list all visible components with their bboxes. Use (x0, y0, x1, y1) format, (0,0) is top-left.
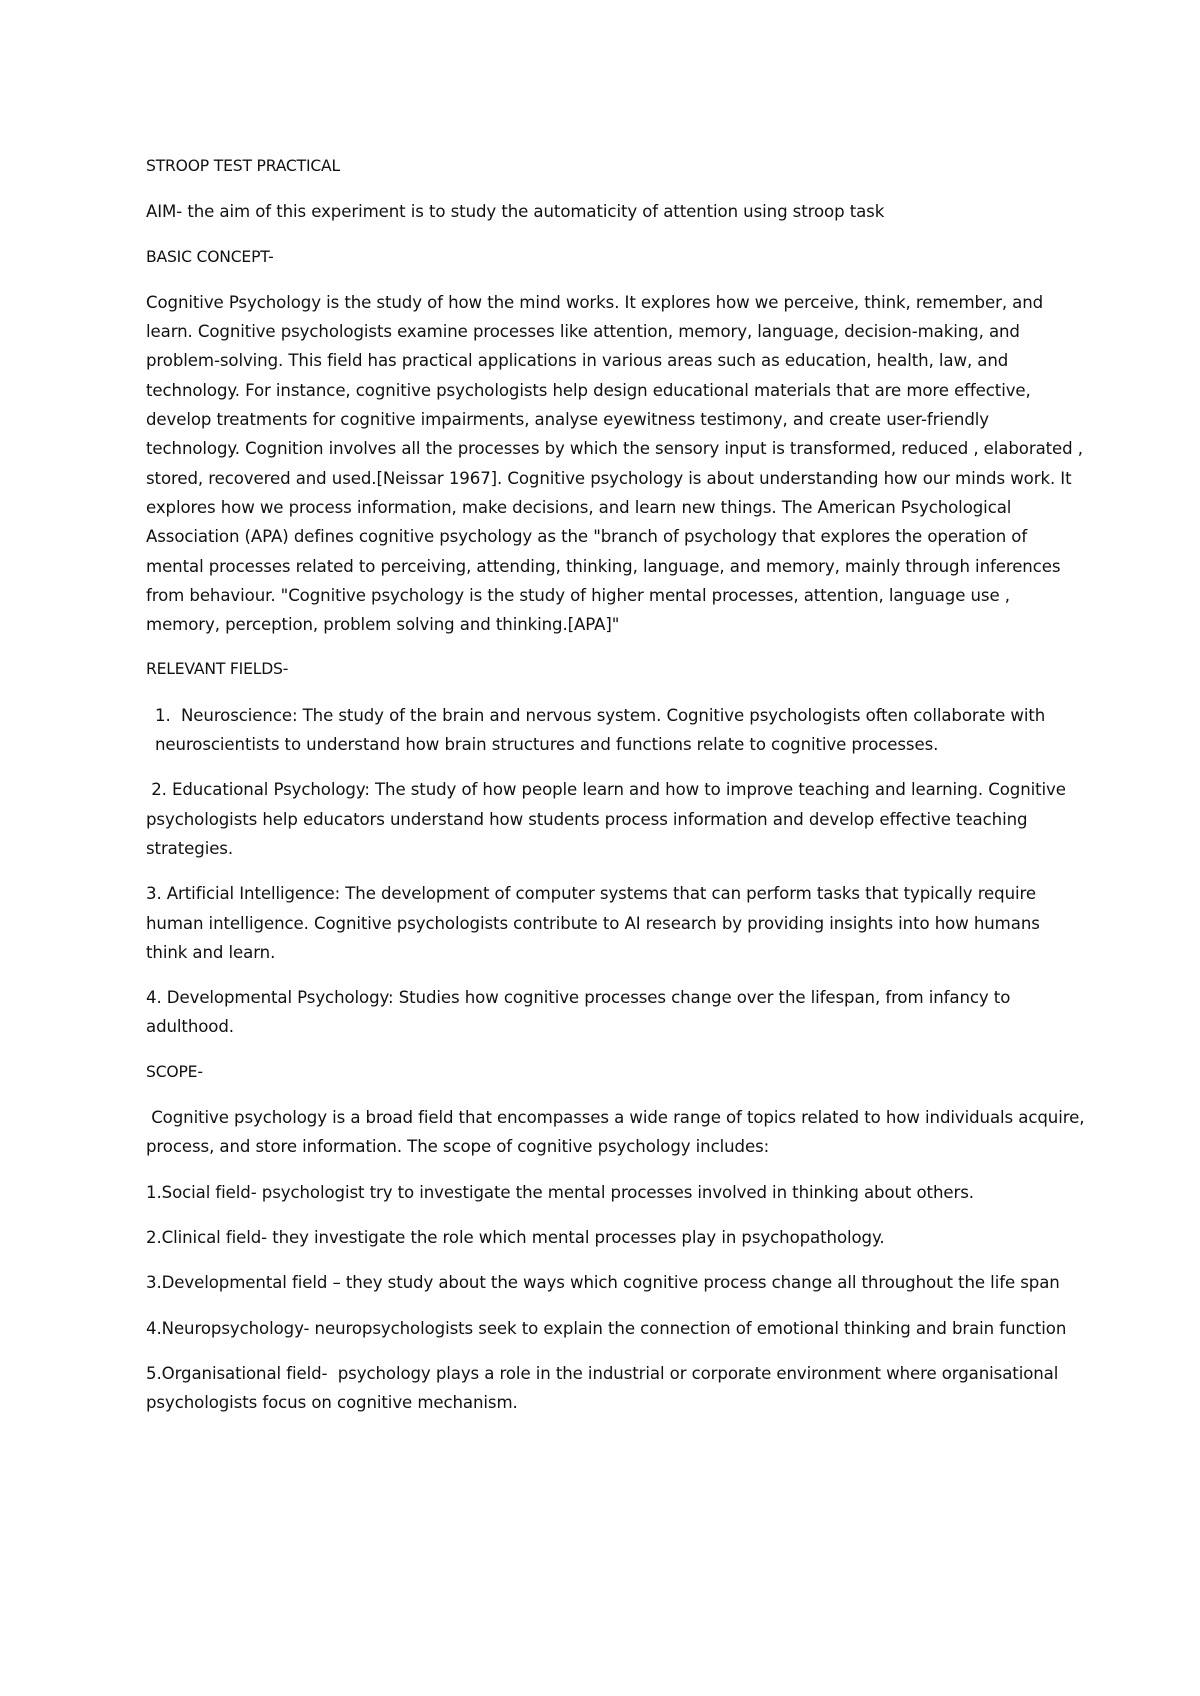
scope-item: 1.Social field- psychologist try to investigate the mental processes involved in thinking about others. (146, 1182, 974, 1202)
scope-intro-paragraph: Cognitive psychology is a broad field that encompasses a wide range of topics related to how individuals acquire, process, and store information. The scope of cognitive psychology includes: (146, 1108, 1090, 1157)
relevant-field-item: 2. Educational Psychology: The study of how people learn and how to improve teaching and learning. Cognitive psychologists help educators understand how students process information and develop effective teaching strategies. (146, 780, 1072, 858)
scope-item: 3.Developmental field – they study about the ways which cognitive process change all throughout the life span (146, 1273, 1060, 1293)
basic-concept-heading: BASIC CONCEPT- (146, 247, 274, 266)
scope-item: 4.Neuropsychology- neuropsychologists seek to explain the connection of emotional thinking and brain function (146, 1318, 1067, 1338)
relevant-field-item: 4. Developmental Psychology: Studies how cognitive processes change over the lifespan, from infancy to adulthood. (146, 988, 1016, 1037)
relevant-field-item: 1. Neuroscience: The study of the brain and nervous system. Cognitive psychologists often collaborate with neuroscientists to understand how brain structures and functions relate to cognitive processes. (155, 705, 1051, 755)
scope-item: 5.Organisational field- psychology plays a role in the industrial or corporate environment where organisational psychologists focus on cognitive mechanism. (146, 1363, 1064, 1413)
document-title: STROOP TEST PRACTICAL (146, 157, 340, 175)
document-page (146, 152, 1090, 1433)
basic-concept-paragraph: Cognitive Psychology is the study of how the mind works. It explores how we perceive, think, remember, and learn. Cognitive psychologists examine processes like attention, memory, language, decision-making, and problem-solving. This field has practical applications in various areas such as education, health, law, and technology. For instance, cognitive psychologists help design educational materials that are more effective, develop treatments for cognitive impairments, analyse eyewitness testimony, and create user-friendly technology. Cognition involves all the processes by which the sensory input is transformed, reduced , elaborated , stored, recovered and used.[Neissar 1967]. Cognitive psychology is about understanding how our minds work. It explores how we process information, make decisions, and learn new things. The American Psychological Association (APA) defines cognitive psychology as the "branch of psychology that explores the operation of mental processes related to perceiving, attending, thinking, language, and memory, mainly through inferences from behaviour. "Cognitive psychology is the study of higher mental processes, attention, language use , memory, perception, problem solving and thinking.[APA]" (146, 292, 1089, 635)
aim-paragraph: AIM- the aim of this experiment is to study the automaticity of attention using stroop task (146, 202, 885, 222)
relevant-fields-heading: RELEVANT FIELDS- (146, 660, 289, 679)
relevant-field-item: 3. Artificial Intelligence: The development of computer systems that can perform tasks that typically require human intelligence. Cognitive psychologists contribute to AI research by providing insights into how humans think and learn. (146, 884, 1045, 962)
scope-heading: SCOPE- (146, 1062, 203, 1081)
scope-item: 2.Clinical field- they investigate the role which mental processes play in psychopathology. (146, 1227, 885, 1247)
